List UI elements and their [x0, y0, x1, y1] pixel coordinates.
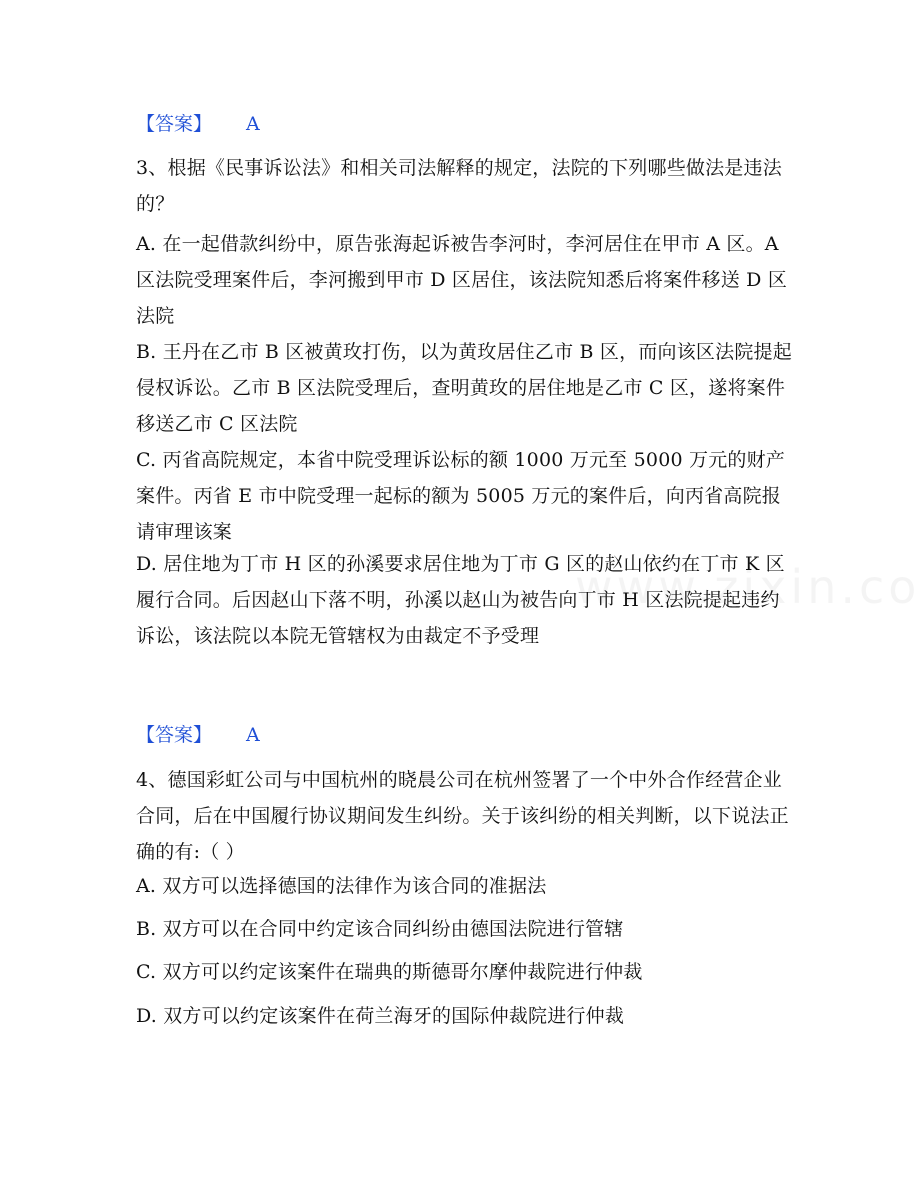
q3-option-a: A. 在一起借款纠纷中，原告张海起诉被告李河时，李河居住在甲市 A 区。A 区法院受理案件后，李河搬到甲市 D 区居住，该法院知悉后将案件移送 D 区法院: [136, 233, 788, 327]
answer-line-1: [136, 111, 260, 137]
q3-stem: 3、根据《民事诉讼法》和相关司法解释的规定，法院的下列哪些做法是违法的？: [136, 157, 782, 215]
q3-option-d: D. 居住地为丁市 H 区的孙溪要求居住地为丁市 G 区的赵山依约在丁市 K 区履行合同。后因赵山下落不明，孙溪以赵山为被告向丁市 H 区法院提起违约诉讼，该法院以本院无管辖权为由裁定不予受理: [136, 553, 785, 647]
answer-tag: 【答案】: [136, 724, 213, 746]
q4-option-d: D. 双方可以约定该案件在荷兰海牙的国际仲裁院进行仲裁: [136, 1005, 625, 1027]
answer-line-2: [136, 722, 260, 748]
q4-stem: 4、德国彩虹公司与中国杭州的晓晨公司在杭州签署了一个中外合作经营企业合同，后在中国履行协议期间发生纠纷。关于该纠纷的相关判断，以下说法正确的有:（ ）: [136, 769, 789, 863]
q4-option-c: C. 双方可以约定该案件在瑞典的斯德哥尔摩仲裁院进行仲裁: [136, 961, 643, 983]
q3-option-b: B. 王丹在乙市 B 区被黄玫打伤，以为黄玫居住乙市 B 区，而向该区法院提起侵权诉讼。乙市 B 区法院受理后，查明黄玫的居住地是乙市 C 区，遂将案件移送乙市 C 区法院: [136, 341, 792, 435]
answer-value: A: [246, 724, 260, 746]
answer-value: A: [246, 113, 260, 135]
q3-option-c: C. 丙省高院规定，本省中院受理诉讼标的额 1000 万元至 5000 万元的财产案件。丙省 E 市中院受理一起标的额为 5005 万元的案件后，向丙省高院报请审理该案: [136, 449, 786, 543]
q4-option-b: B. 双方可以在合同中约定该合同纠纷由德国法院进行管辖: [136, 918, 624, 940]
answer-tag: 【答案】: [136, 113, 213, 135]
q4-option-a: A. 双方可以选择德国的法律作为该合同的准据法: [136, 875, 547, 897]
